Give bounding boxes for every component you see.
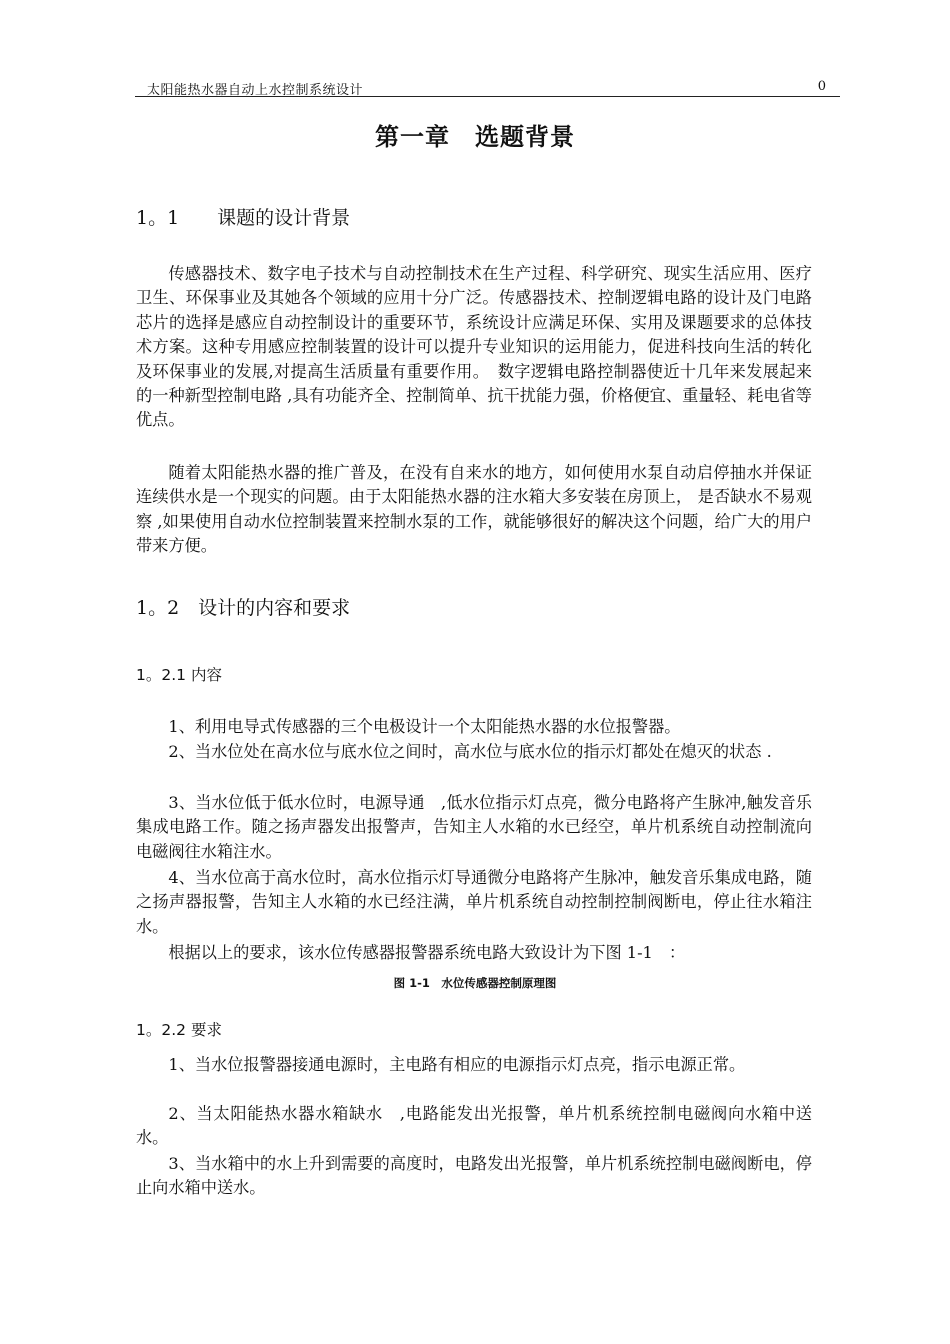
figure-caption: 图 1-1 水位传感器控制原理图 <box>393 976 557 990</box>
chapter-title: 第一章 选题背景 <box>375 123 575 151</box>
section-1-1-heading: 1。1 课题的设计背景 <box>136 207 351 229</box>
content-item-4: 4、当水位高于高水位时，高水位指示灯导通微分电路将产生脉冲，触发音乐集成电路，随之扬声器报警，告知主人水箱的水已经注满，单片机系统自动控制控制阀断电，停止往水箱注水。 <box>136 868 812 936</box>
section-1-2-2-heading: 1。2.2 要求 <box>136 1021 222 1039</box>
page-number: 0 <box>817 79 826 94</box>
content-item-3: 3、当水位低于低水位时，电源导通 ,低水位指示灯点亮，微分电路将产生脉冲,触发音乐集成电路工作。随之扬声器发出报警声，告知主人水箱的水已经空，单片机系统自动控制流向电磁阀往水箱注水。 <box>136 793 812 861</box>
requirement-item-1: 1、当水位报警器接通电源时，主电路有相应的电源指示灯点亮，指示电源正常。 <box>168 1055 746 1074</box>
section-1-1-paragraph-1: 传感器技术、数字电子技术与自动控制技术在生产过程、科学研究、现实生活应用、医疗卫生、环保事业及其她各个领域的应用十分广泛。传感器技术、控制逻辑电路的设计及门电路芯片的选择是感应自动控制设计的重要环节，系统设计应满足环保、实用及课题要求的总体技术方案。这种专用感应控制装置的设计可以提升专业知识的运用能力，促进科技向生活的转化及环保事业的发展,对提高生活质量有重要作用。 数字逻辑电路控制器使近十几年来发展起来的一种新型控制电路 ,具有功能齐全、控制简单、抗干扰能力强，价格便宜、重量轻、耗电省等优点。 <box>136 264 812 430</box>
header-title: 太阳能热水器自动上水控制系统设计 <box>147 83 364 98</box>
content-item-2: 2、当水位处在高水位与底水位之间时，高水位与底水位的指示灯都处在熄灭的状态 . <box>168 742 772 761</box>
page-header <box>135 78 840 97</box>
section-1-2-heading: 1。2 设计的内容和要求 <box>136 597 351 619</box>
content-item-1: 1、利用电导式传感器的三个电极设计一个太阳能热水器的水位报警器。 <box>168 717 681 736</box>
section-1-2-1-heading: 1。2.1 内容 <box>136 666 222 684</box>
content-summary: 根据以上的要求，该水位传感器报警器系统电路大致设计为下图 1-1 ： <box>168 943 686 962</box>
section-1-1-paragraph-2: 随着太阳能热水器的推广普及，在没有自来水的地方，如何使用水泵自动启停抽水并保证连续供水是一个现实的问题。由于太阳能热水器的注水箱大多安装在房顶上， 是否缺水不易观察 ,如果使用自动水位控制装置来控制水泵的工作，就能够很好的解决这个问题，给广大的用户带来方便。 <box>136 463 812 556</box>
requirement-item-2: 2、当太阳能热水器水箱缺水 ,电路能发出光报警，单片机系统控制电磁阀向水箱中送水。 <box>136 1104 812 1148</box>
requirement-item-3: 3、当水箱中的水上升到需要的高度时，电路发出光报警，单片机系统控制电磁阀断电，停止向水箱中送水。 <box>136 1154 812 1198</box>
